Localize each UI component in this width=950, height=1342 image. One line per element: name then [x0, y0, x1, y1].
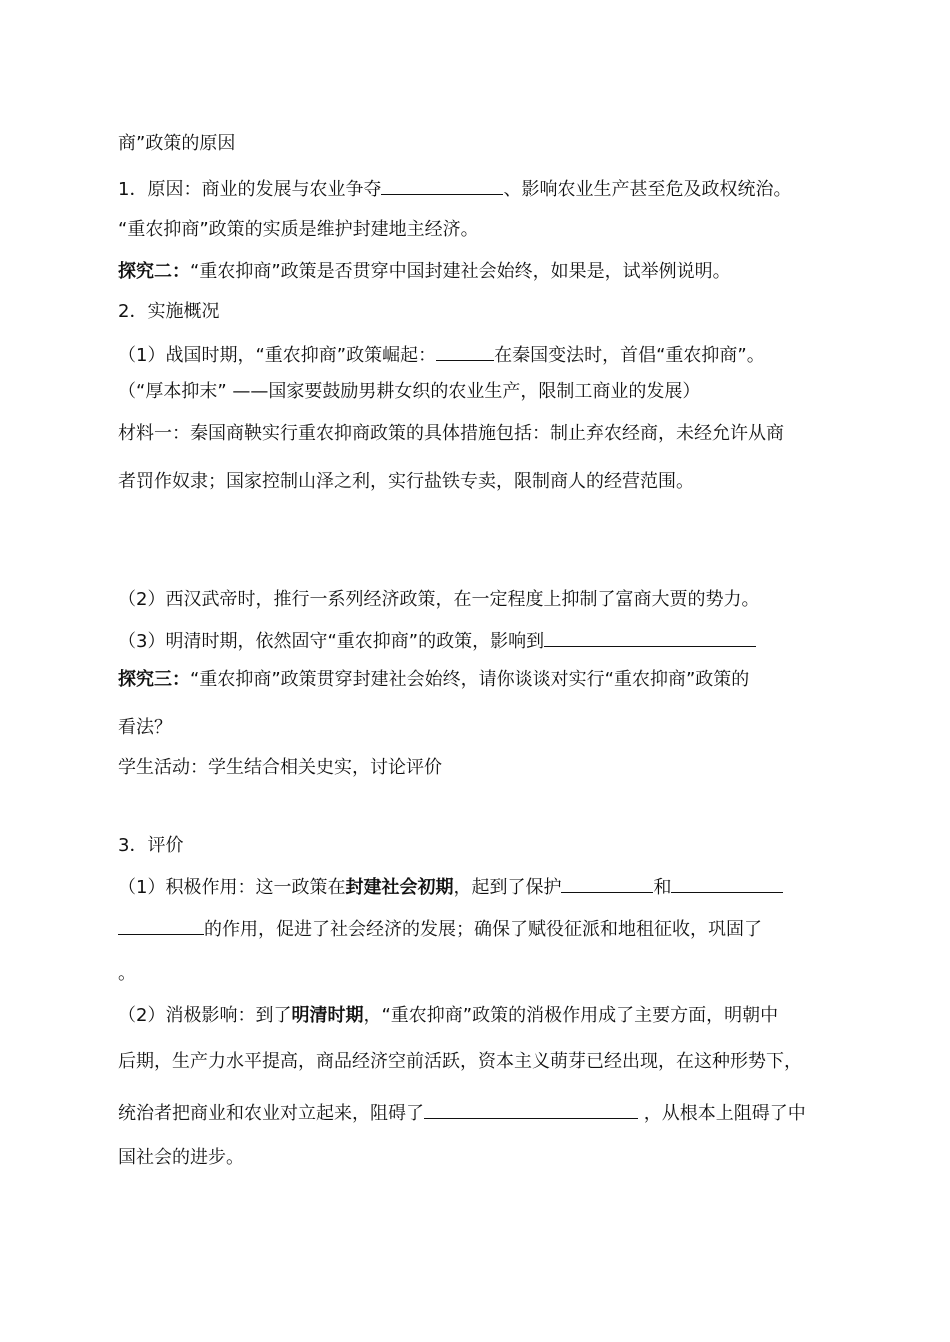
fill-blank[interactable]	[118, 916, 204, 935]
text-segment: 和	[653, 877, 672, 898]
text-line: 学生活动：学生结合相关史实，讨论评价	[118, 757, 442, 778]
text-segment: ，“重农抑商”政策的消极作用成了主要方面，明朝中	[363, 1005, 779, 1026]
text-segment: 在秦国变法时，首倡“重农抑商”。	[494, 345, 765, 366]
text-line: 者罚作奴隶；国家控制山泽之利，实行盐铁专卖，限制商人的经营范围。	[118, 471, 694, 492]
text-line: 材料一：秦国商鞅实行重农抑商政策的具体措施包括：制止弃农经商，未经允许从商	[118, 423, 784, 444]
text-line: 商”政策的原因	[118, 133, 236, 154]
text-segment: ，从根本上阻碍了中	[638, 1103, 806, 1124]
section-heading: 3．评价	[118, 835, 184, 856]
text-line	[118, 916, 762, 942]
text-segment: （3）明清时期，依然固守“重农抑商”的政策，影响到	[118, 631, 545, 652]
text-segment: （2）消极影响：到了	[118, 1005, 292, 1026]
text-line: 看法？	[118, 717, 172, 738]
emphasis: 封建社会初期	[345, 877, 454, 898]
fill-blank[interactable]	[436, 342, 494, 361]
text-line	[118, 874, 783, 900]
text-line: 国社会的进步。	[118, 1147, 244, 1168]
text-segment: “重农抑商”政策贯穿封建社会始终，请你谈谈对实行“重农抑商”政策的	[190, 669, 750, 690]
text-line	[118, 176, 791, 202]
text-segment: （1）积极作用：这一政策在	[118, 877, 346, 898]
text-line	[118, 628, 756, 654]
fill-blank[interactable]	[671, 874, 783, 893]
text-segment: 统治者把商业和农业对立起来，阻碍了	[118, 1103, 424, 1124]
text-line	[118, 260, 731, 284]
text-line: （2）西汉武帝时，推行一系列经济政策，在一定程度上抑制了富商大贾的势力。	[118, 589, 760, 610]
section-heading: 2．实施概况	[118, 301, 220, 322]
section-label: 探究三：	[118, 669, 190, 690]
text-line	[118, 1100, 806, 1126]
text-line	[118, 1004, 778, 1028]
text-line: 。	[118, 963, 136, 984]
text-line: “重农抑商”政策的实质是维护封建地主经济。	[118, 219, 479, 240]
text-segment: 的作用，促进了社会经济的发展；确保了赋役征派和地租征收，巩固了	[204, 919, 762, 940]
text-segment: 、影响农业生产甚至危及政权统治。	[503, 179, 792, 200]
fill-blank[interactable]	[561, 874, 653, 893]
fill-blank[interactable]	[381, 176, 503, 195]
text-line	[118, 668, 749, 692]
text-line: 后期，生产力水平提高，商品经济空前活跃，资本主义萌芽已经出现，在这种形势下，	[118, 1051, 802, 1072]
text-segment: （1）战国时期，“重农抑商”政策崛起：	[118, 345, 437, 366]
text-segment: 1．原因：商业的发展与农业争夺	[118, 179, 382, 200]
text-line	[118, 342, 765, 368]
section-label: 探究二：	[118, 261, 190, 282]
text-segment: “重农抑商”政策是否贯穿中国封建社会始终，如果是，试举例说明。	[190, 261, 731, 282]
fill-blank[interactable]	[544, 628, 756, 647]
text-line: （“厚本抑末” ——国家要鼓励男耕女织的农业生产，限制工商业的发展）	[118, 381, 701, 402]
emphasis: 明清时期	[291, 1005, 364, 1026]
text-segment: ，起到了保护	[453, 877, 562, 898]
fill-blank[interactable]	[424, 1100, 638, 1119]
